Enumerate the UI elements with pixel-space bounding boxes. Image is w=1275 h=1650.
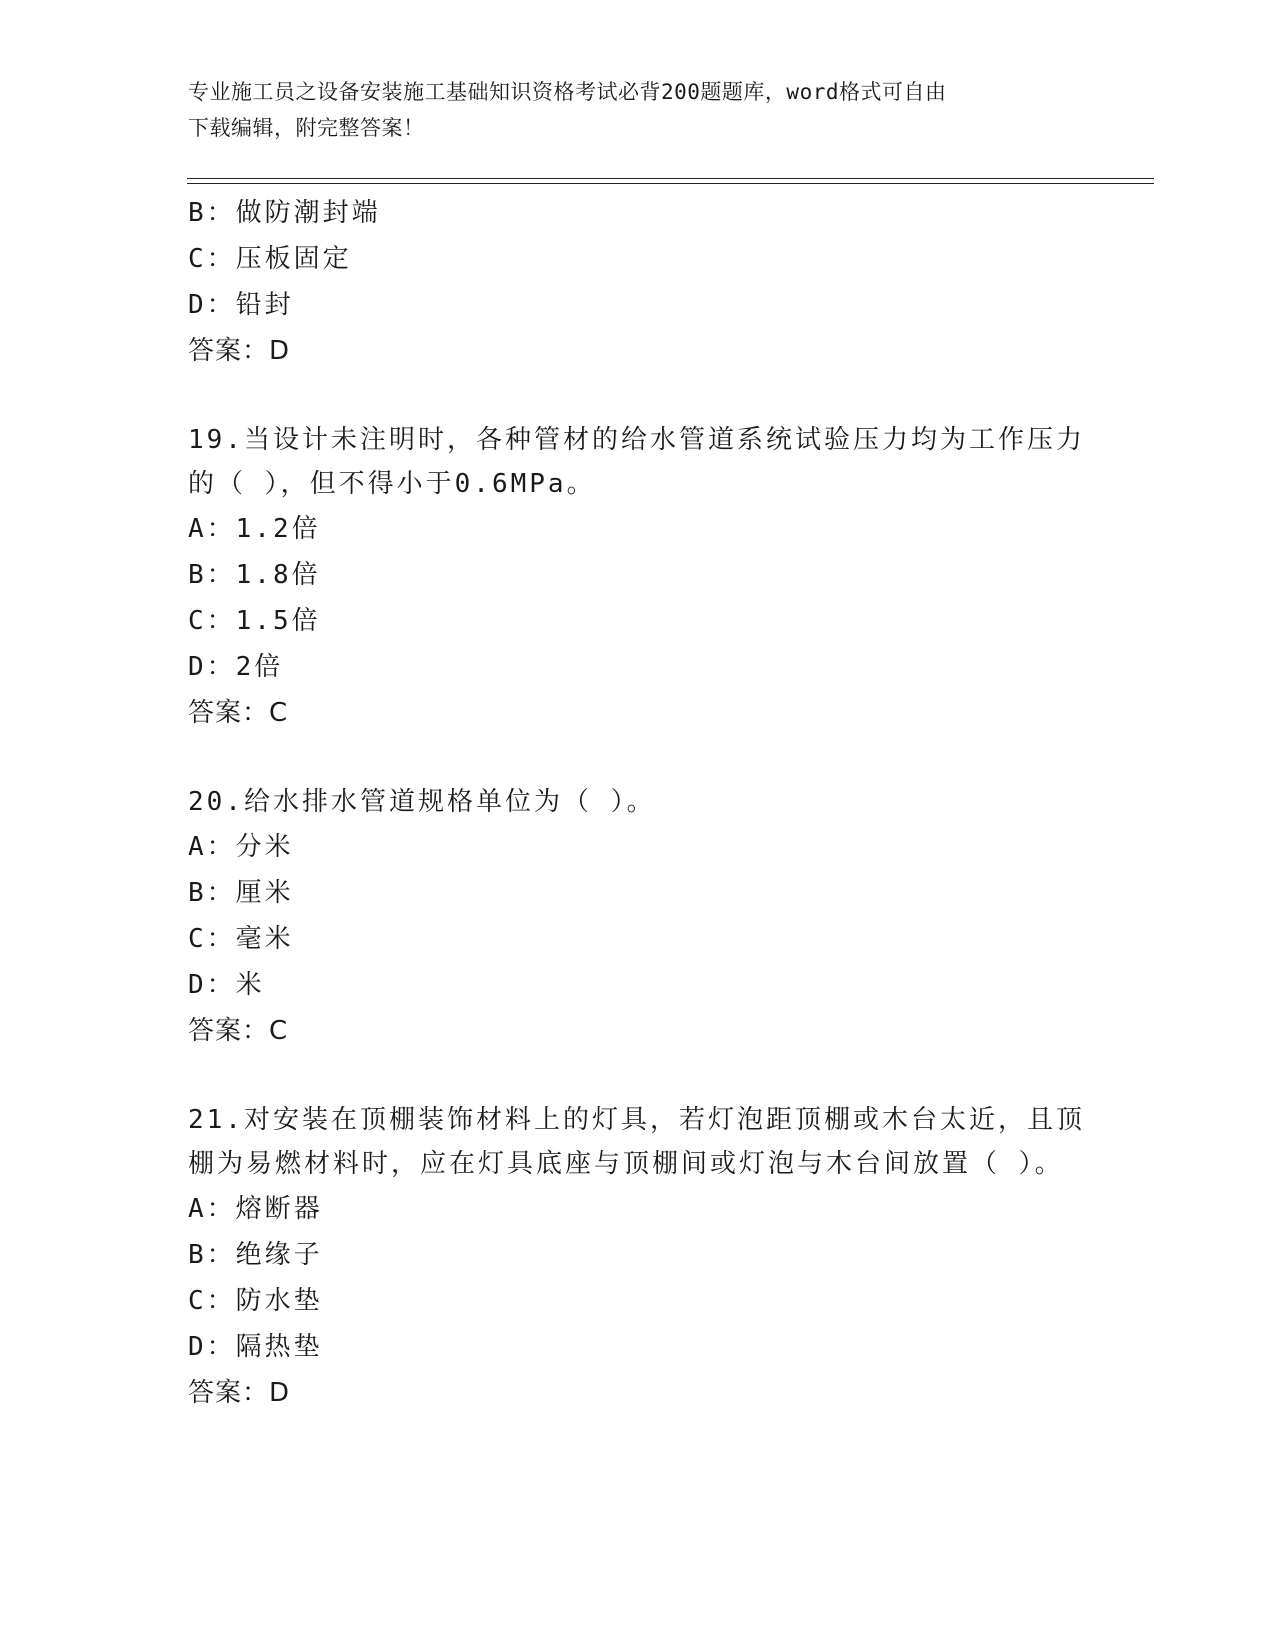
answer-line: 答案：D xyxy=(188,336,291,366)
answer-line: 答案：C xyxy=(188,1016,289,1046)
question-stem xyxy=(188,1098,1088,1186)
option-a: A：熔断器 xyxy=(188,1194,323,1224)
question-stem-line-2: 的（ ），但不得小于0.6MPa。 xyxy=(188,469,596,499)
question-stem-line-2: 棚为易燃材料时，应在灯具底座与顶棚间或灯泡与木台间放置（ ）。 xyxy=(188,1149,1064,1179)
option-a: A：分米 xyxy=(188,832,294,862)
header-divider-bottom xyxy=(187,183,1154,184)
option-d: D：隔热垫 xyxy=(188,1332,323,1362)
answer-line: 答案：C xyxy=(188,698,289,728)
option-c: C：1.5倍 xyxy=(188,606,321,636)
option-b: B：做防潮封端 xyxy=(188,198,381,228)
header-line-1: 专业施工员之设备安装施工基础知识资格考试必背200题题库，word格式可自由 xyxy=(188,80,947,104)
option-b: B：绝缘子 xyxy=(188,1240,323,1270)
spacer xyxy=(188,1054,1088,1098)
header-divider-top xyxy=(187,178,1154,179)
question-18-tail xyxy=(188,190,1088,374)
spacer xyxy=(188,736,1088,780)
option-d: D：2倍 xyxy=(188,652,284,682)
option-c: C：防水垫 xyxy=(188,1286,323,1316)
document-header xyxy=(188,74,1088,146)
question-stem-line-1: 21.对安装在顶棚装饰材料上的灯具，若灯泡距顶棚或木台太近，且顶 xyxy=(188,1105,1085,1135)
spacer xyxy=(188,374,1088,418)
option-c: C：压板固定 xyxy=(188,244,352,274)
question-stem xyxy=(188,418,1088,506)
option-d: D：米 xyxy=(188,970,265,1000)
option-b: B：厘米 xyxy=(188,878,294,908)
option-b: B：1.8倍 xyxy=(188,560,321,590)
question-stem xyxy=(188,780,1088,824)
question-19 xyxy=(188,418,1088,736)
header-line-2: 下载编辑，附完整答案！ xyxy=(188,116,425,140)
question-stem-line-1: 19.当设计未注明时，各种管材的给水管道系统试验压力均为工作压力 xyxy=(188,425,1085,455)
question-list xyxy=(188,190,1088,1416)
answer-line: 答案：D xyxy=(188,1378,291,1408)
option-d: D：铅封 xyxy=(188,290,294,320)
option-c: C：毫米 xyxy=(188,924,294,954)
option-a: A：1.2倍 xyxy=(188,514,321,544)
question-21 xyxy=(188,1098,1088,1416)
question-20 xyxy=(188,780,1088,1054)
question-stem-line-1: 20.给水排水管道规格单位为（ ）。 xyxy=(188,787,656,817)
